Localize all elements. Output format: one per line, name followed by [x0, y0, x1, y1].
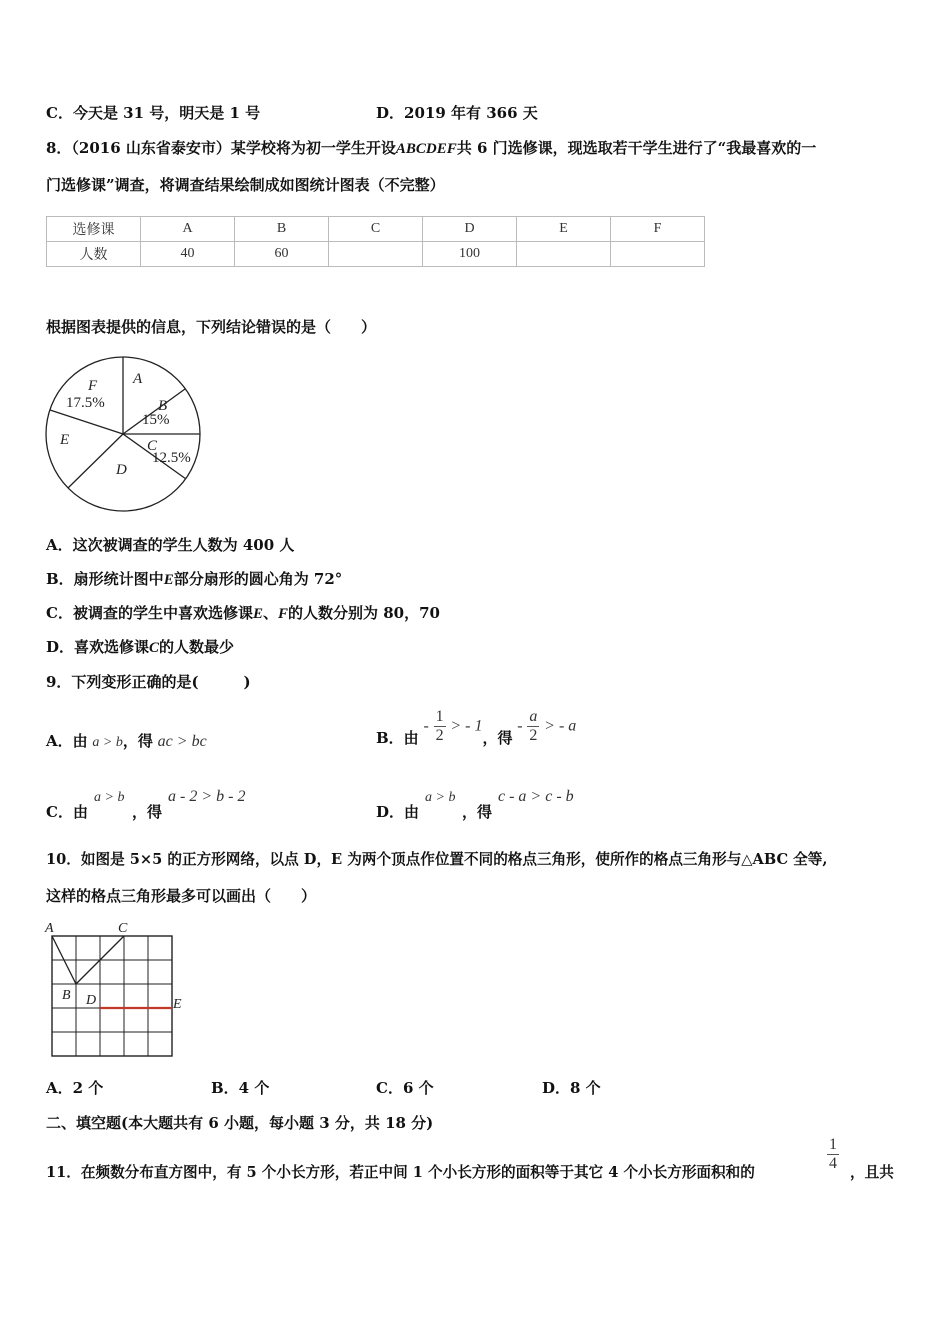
q9-option-a-cond: a > b: [92, 735, 123, 750]
q9-option-a: [46, 730, 207, 751]
section-2-heading: 二、填空题(本大题共有 6 小题，每小题 3 分，共 18 分): [46, 1114, 434, 1132]
pie-label-c: C: [147, 438, 158, 454]
q8-option-c-text-b: 的人数分别为 80，70: [288, 604, 440, 622]
q9-option-b-label: B．由: [376, 729, 419, 747]
frac-numerator: 1: [435, 708, 444, 725]
table-cell: [611, 242, 705, 267]
q8-option-c-var1: E: [252, 606, 263, 622]
q7-option-d: D．2019 年有 366 天: [376, 104, 538, 122]
table-row: [47, 242, 705, 267]
q8-option-d: [46, 636, 234, 657]
q8-stem-text-a: 8．（2016 山东省泰安市）某学校将为初一学生开设: [46, 139, 396, 157]
q9-option-b-rest2: > - a: [544, 717, 577, 735]
table-header-cell: A: [141, 217, 235, 242]
q8-option-c: [46, 602, 440, 623]
grid-label-c: C: [118, 921, 128, 936]
q8-stem-text-b: 共 6 门选修课，现选取若干学生进行了“我最喜欢的一: [456, 139, 817, 157]
q10-option-a: A．2 个: [46, 1079, 104, 1097]
q9-option-b-get: ，得: [482, 729, 513, 747]
pie-label-d: D: [116, 462, 127, 478]
q9-option-c-cond: a > b: [94, 790, 125, 805]
q9-option-d-label: D．由: [376, 803, 420, 821]
grid-label-e: E: [173, 997, 182, 1012]
q8-data-table: [46, 216, 705, 267]
q9-option-b: [376, 705, 576, 753]
pie-pct-f: 17.5%: [66, 395, 105, 411]
table-header-cell: F: [611, 217, 705, 242]
q8-option-a: A．这次被调查的学生人数为 400 人: [46, 536, 295, 554]
q11-text-b: ，且共: [850, 1164, 894, 1181]
q9-option-b-minus1: -: [423, 717, 429, 735]
q11-frac: [827, 1136, 839, 1173]
q8-option-c-sep: 、: [262, 604, 278, 622]
q8-option-b-text-a: B．扇形统计图中: [46, 570, 164, 588]
table-header-cell: D: [423, 217, 517, 242]
table-cell: 60: [235, 242, 329, 267]
q9-option-a-get: ，得: [122, 732, 153, 750]
pie-divider-e: [68, 434, 123, 488]
q8-course-vars: ABCDEF: [395, 141, 457, 157]
q10-option-d: D．8 个: [542, 1079, 601, 1097]
q8-option-b-var: E: [163, 572, 174, 588]
table-header-cell: B: [235, 217, 329, 242]
q10-grid-figure: [40, 918, 190, 1063]
q7-option-c: C．今天是 31 号，明天是 1 号: [46, 104, 261, 122]
q9-option-a-result: ac > bc: [157, 733, 207, 750]
q9-option-a-label: A．由: [46, 732, 88, 750]
frac-denominator: 2: [529, 727, 538, 744]
q11-text-a: 11．在频数分布直方图中，有 5 个小长方形，若正中间 1 个小长方形的面积等于其它 4 个小长方形面积和的: [46, 1164, 755, 1181]
table-cell: [517, 242, 611, 267]
q8-option-d-text-a: D．喜欢选修课: [46, 638, 150, 656]
q8-pie-figure: [40, 352, 210, 522]
q9-option-d-get: ，得: [462, 803, 493, 821]
pie-pct-c: 12.5%: [152, 450, 191, 466]
frac-denominator: 4: [829, 1155, 837, 1172]
q9-option-b-rest1: > - 1: [450, 717, 483, 735]
pie-divider-f: [50, 410, 123, 434]
frac-numerator: 1: [829, 1136, 837, 1153]
q9-option-b-minus2: -: [517, 717, 523, 735]
grid-label-a: A: [45, 921, 54, 936]
table-header-cell: C: [329, 217, 423, 242]
q9-stem: 9．下列变形正确的是( ): [46, 673, 251, 691]
pie-label-a: A: [133, 371, 143, 387]
pie-label-e: E: [60, 432, 70, 448]
pie-pct-b: 15%: [142, 412, 170, 428]
q10-option-b: B．4 个: [211, 1079, 270, 1097]
q9-option-d-result: c - a > c - b: [498, 788, 574, 805]
pie-label-b: B: [158, 398, 168, 414]
table-cell: [329, 242, 423, 267]
table-cell: 人数: [47, 242, 141, 267]
q9-option-b-frac2: [527, 708, 539, 745]
q8-option-d-var: C: [149, 640, 160, 656]
q8-stem-line2: 门选修课”调查，将调查结果绘制成如图统计图表（不完整）: [46, 176, 445, 194]
q9-option-d-cond: a > b: [425, 790, 456, 805]
q8-option-b: [46, 568, 342, 589]
pie-label-f: F: [88, 378, 98, 394]
q9-option-b-frac1: [434, 708, 446, 745]
frac-numerator: a: [529, 708, 538, 725]
q8-stem-line1: [46, 137, 816, 158]
q10-option-c: C．6 个: [376, 1079, 434, 1097]
table-cell: 40: [141, 242, 235, 267]
table-header-cell: 选修课: [47, 217, 141, 242]
q8-prompt: 根据图表提供的信息，下列结论错误的是（ ）: [46, 318, 377, 336]
q9-option-c-label: C．由: [46, 803, 88, 821]
q9-option-c-result: a - 2 > b - 2: [168, 788, 246, 805]
q8-option-c-text-a: C．被调查的学生中喜欢选修课: [46, 604, 253, 622]
grid-label-b: B: [62, 988, 71, 1003]
table-cell: 100: [423, 242, 517, 267]
table-header-row: [47, 217, 705, 242]
q8-option-b-text-b: 部分扇形的圆心角为 72°: [173, 570, 343, 588]
q9-option-c-get: ，得: [132, 803, 163, 821]
q10-stem-line1: 10．如图是 5×5 的正方形网络，以点 D，E 为两个顶点作位置不同的格点三角形，使所作的格点三角形与△ABC 全等,: [46, 851, 828, 868]
grid-label-d: D: [86, 993, 97, 1008]
frac-denominator: 2: [435, 727, 444, 744]
q8-option-d-text-b: 的人数最少: [159, 638, 235, 656]
q10-stem-line2: 这样的格点三角形最多可以画出（ ）: [46, 887, 317, 905]
table-header-cell: E: [517, 217, 611, 242]
q8-option-c-var2: F: [277, 606, 288, 622]
